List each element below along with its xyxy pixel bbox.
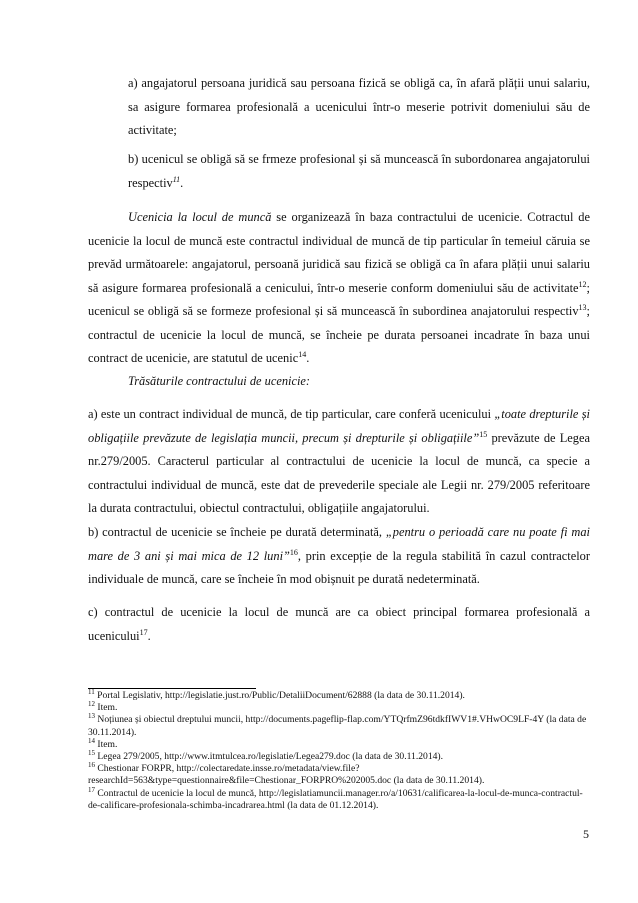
footnote-text: Item. <box>95 702 118 714</box>
footnote-14 <box>88 736 590 751</box>
footnote-15 <box>88 748 590 763</box>
paragraph-ucenicia-text-4: . <box>306 351 310 365</box>
list-item-b <box>128 148 590 195</box>
footnote-ref-17[interactable]: 17 <box>139 627 148 637</box>
paragraph-ucenicia <box>88 206 590 371</box>
paragraph-ucenicia-text-2: ; ucenicul se obligă să se formeze profesional și să muncească în subordinea anajatorului respectiv <box>88 280 590 318</box>
footnote-13 <box>88 714 590 738</box>
footnote-text: Legea 279/2005, http://www.itmtulcea.ro/legislatie/Legea279.doc (la data de 30.11.2014). <box>95 751 444 763</box>
section-heading <box>128 370 590 394</box>
page-number: 5 <box>583 827 589 841</box>
paragraph-c-text-1: c) contractul de ucenicie la locul de muncă are ca obiect principal formarea profesională a ucenicului <box>88 605 590 643</box>
footnote-number: 13 <box>88 712 95 721</box>
paragraph-ucenicia-text-1: se organizează în baza contractului de ucenicie. Cotractul de ucenicie la locul de muncă este contractul individual de muncă de tip particular în temeiul căruia se prevăd următoarele: angajatorul, persoană juridică sau fizică se obligă ca în afara plății unui salariu să asigure formarea profesională a cenicului, într-o meserie conform domeniului său de activitate <box>88 210 590 295</box>
footnote-text: Chestionar FORPR, http://colectaredate.insse.ro/metadata/view.file?researchId=563&type=questionnaire&file=Chestionar_FORPRO%202005.doc (la data de 30.11.2014). <box>88 763 485 787</box>
paragraph-trasatura-b <box>88 521 590 592</box>
paragraph-b-quote: „pentru o perioadă care nu poate fi mai mare de 3 ani și mai mica de 12 luni” <box>88 525 590 563</box>
paragraph-ucenicia-lead: Ucenicia la locul de muncă <box>128 210 272 224</box>
footnote-text: Item. <box>95 738 118 750</box>
paragraph-b-text-2: , prin excepție de la regula stabilită în cazul contractelor individuale de muncă, care se încheie în mod obișnuit pe durată nedeterminată. <box>88 548 590 586</box>
footnote-text: Portal Legislativ, http://legislatie.just.ro/Public/DetaliiDocument/62888 (la data de 30.11.2014). <box>94 690 465 701</box>
footnote-number: 17 <box>88 785 95 794</box>
footnote-number: 16 <box>88 761 95 770</box>
paragraph-a-text-2: prevăzute de Legea nr.279/2005. Caracterul particular al contractului de ucenicie la locul de muncă, ca specie a contractului individual de muncă, este dat de prevederile speciale ale Legii nr. 279/2005 referitoare la durata contractului, obiectul contractului, obligațiile angajatorului. <box>88 430 590 515</box>
paragraph-trasatura-a <box>88 403 590 521</box>
footnote-number: 15 <box>88 748 95 757</box>
list-item-a-text: a) angajatorul persoana juridică sau persoana fizică se obligă ca, în afară plății unui salariu, sa asigure formarea profesională a ucenicului într-o meserie potrivit domeniului său de activitate; <box>128 76 590 137</box>
footnote-number: 12 <box>88 700 95 709</box>
footnote-ref-16[interactable]: 16 <box>289 547 298 557</box>
list-item-b-text: b) ucenicul se obligă să se frmeze profesional și să muncească în subordonarea angajatorului respectiv <box>128 152 590 190</box>
footnote-ref-15[interactable]: 15 <box>479 429 488 439</box>
list-item-a <box>128 72 590 143</box>
footnote-text: Noțiunea și obiectul dreptului muncii, http://documents.pageflip-flap.com/YTQrfmZ96tdkfIWV1#.VHwOC9LF-4Y (la data de 30.11.2014). <box>88 714 587 738</box>
footnote-number: 14 <box>88 736 95 745</box>
paragraph-b-text-1: b) contractul de ucenicie se încheie pe durată determinată, <box>88 525 386 539</box>
paragraph-trasatura-c <box>88 601 590 648</box>
paragraph-a-quote: „toate drepturile și obligațiile prevăzute de legislația muncii, precum și drepturile și obligațiile” <box>88 407 590 445</box>
footnote-ref-14[interactable]: 14 <box>298 349 307 359</box>
list-item-b-end: . <box>180 175 184 190</box>
footnote-number: 11 <box>88 687 95 696</box>
footnote-12 <box>88 702 590 714</box>
footnote-11 <box>88 687 590 702</box>
footnotes <box>88 687 590 812</box>
footnote-ref-11[interactable]: 11 <box>172 174 181 184</box>
footnote-ref-12[interactable]: 12 <box>578 279 587 289</box>
footnote-16 <box>88 763 590 787</box>
section-heading-text: Trăsăturile contractului de ucenicie: <box>128 374 311 388</box>
paragraph-c-text-2: . <box>147 628 151 643</box>
footnote-17 <box>88 785 590 812</box>
paragraph-ucenicia-text-3: ; contractul de ucenicie la locul de muncă, se încheie pe durata persoanei incadrate în baza unui contract de ucenicie, are statutul de ucenic <box>88 304 590 365</box>
footnote-text: Contractul de ucenicie la locul de muncă, http://legislatiamuncii.manager.ro/a/10631/calificarea-la-locul-de-munca-contractul-de-calificare-profesionala-schimba-incadrarea.html (la data de 01.12.2014). <box>88 787 583 811</box>
footnote-separator <box>88 688 256 689</box>
paragraph-a-text-1: a) este un contract individual de muncă, de tip particular, care conferă ucenicului <box>88 407 495 421</box>
footnote-ref-13[interactable]: 13 <box>578 302 587 312</box>
